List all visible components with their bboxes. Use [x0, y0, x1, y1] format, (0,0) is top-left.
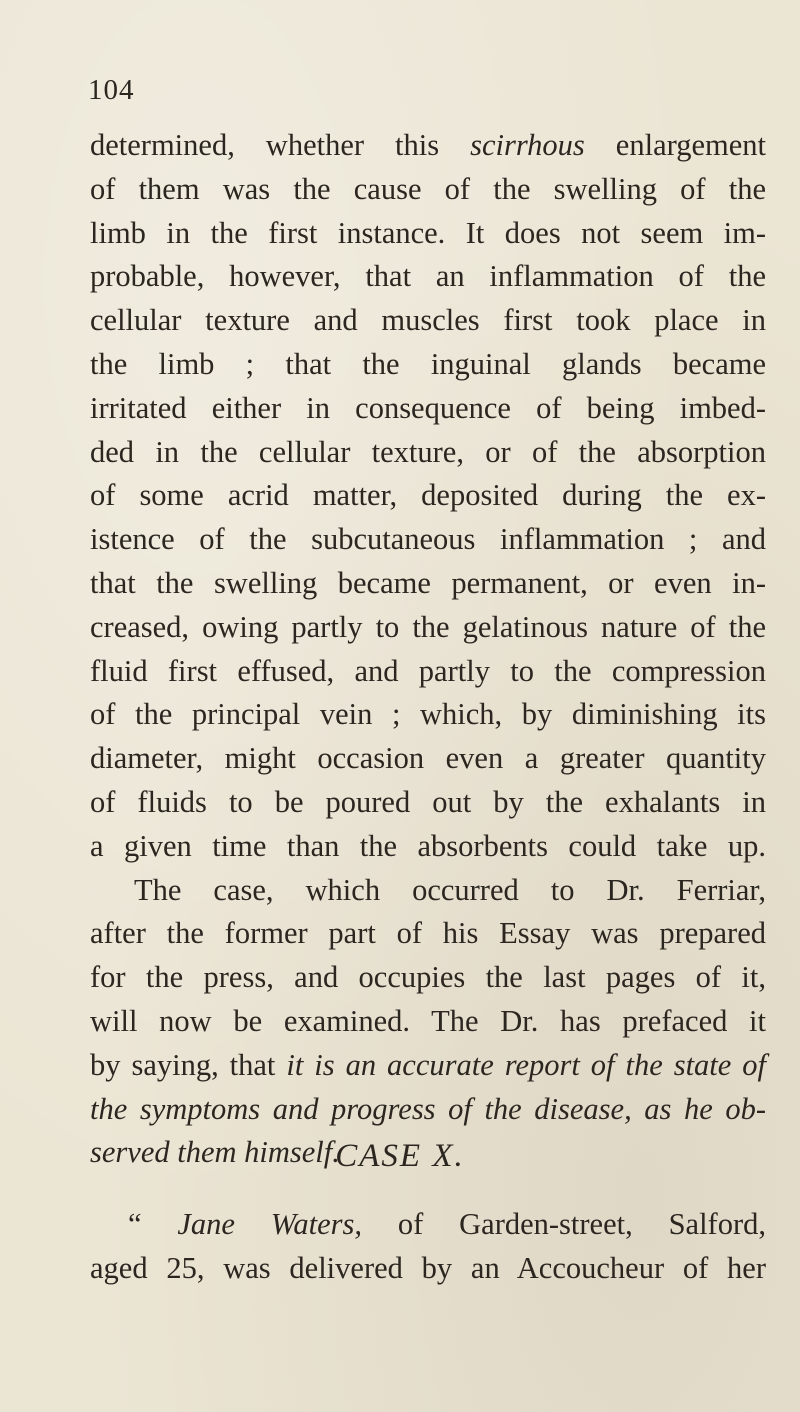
text-line — [90, 1203, 766, 1247]
text-segment: “ — [128, 1207, 178, 1241]
page-number: 104 — [88, 74, 135, 106]
text-segment: by saying, that — [90, 1047, 287, 1082]
text-segment: cellular texture and muscles first took place in — [90, 303, 766, 338]
text-segment: probable, however, that an inflammation of the — [90, 259, 766, 294]
text-segment: fluid first effused, and partly to the compression — [90, 653, 766, 688]
text-line — [90, 1088, 766, 1132]
text-line — [90, 869, 766, 913]
text-line — [90, 650, 766, 694]
body-text — [90, 124, 766, 1175]
text-segment: aged 25, was delivered by an Accoucheur of her — [90, 1250, 766, 1285]
text-line — [90, 1044, 766, 1088]
text-line — [90, 255, 766, 299]
text-segment: Jane Waters, — [177, 1207, 363, 1241]
text-segment: after the former part of his Essay was prepared — [90, 916, 766, 951]
case-heading: CASE X. — [335, 1138, 465, 1174]
text-line — [90, 168, 766, 212]
paragraph-2 — [90, 869, 766, 1176]
text-segment: it is an accurate report of the state of — [286, 1047, 766, 1082]
text-segment: of them was the cause of the swelling of the — [90, 171, 766, 206]
text-line — [90, 606, 766, 650]
text-segment: limb in the first instance. It does not seem im- — [90, 215, 766, 250]
text-line — [90, 737, 766, 781]
text-line — [90, 387, 766, 431]
text-segment: of Garden-street, Salford, — [362, 1207, 766, 1241]
text-segment: istence of the subcutaneous inflammation ; and — [90, 522, 766, 557]
text-segment: The case, which occurred to Dr. Ferriar, — [134, 872, 766, 907]
text-line — [90, 299, 766, 343]
text-segment: ded in the cellular texture, or of the absorption — [90, 434, 766, 469]
text-segment: for the press, and occupies the last pages of it, — [90, 960, 766, 995]
text-line — [90, 956, 766, 1000]
text-line — [90, 1247, 766, 1291]
text-line — [90, 912, 766, 956]
text-segment: that the swelling became permanent, or even in- — [90, 565, 766, 600]
text-line — [90, 212, 766, 256]
text-line — [90, 124, 766, 168]
text-line — [90, 562, 766, 606]
text-segment: of some acrid matter, deposited during the ex- — [90, 478, 766, 513]
text-line — [90, 431, 766, 475]
text-line — [90, 343, 766, 387]
text-line — [90, 781, 766, 825]
text-line — [90, 1000, 766, 1044]
text-line — [90, 518, 766, 562]
paragraph-1 — [90, 124, 766, 869]
text-segment: will now be examined. The Dr. has prefaced it — [90, 1003, 766, 1038]
text-segment: the limb ; that the inguinal glands became — [90, 346, 766, 381]
case-text — [90, 1203, 766, 1291]
text-segment: determined, whether this — [90, 128, 471, 162]
text-segment: diameter, might occasion even a greater quantity — [90, 741, 766, 776]
text-line — [90, 825, 766, 869]
text-segment: of fluids to be poured out by the exhalants in — [90, 784, 766, 819]
text-segment: a given time than the absorbents could take up. — [90, 828, 766, 863]
text-segment: creased, owing partly to the gelatinous nature of the — [90, 609, 766, 644]
text-segment: irritated either in consequence of being imbed- — [90, 390, 766, 425]
text-segment: scirrhous — [470, 128, 585, 162]
text-segment: the symptoms and progress of the disease, as he ob- — [90, 1091, 766, 1126]
text-segment: served them himself. — [90, 1135, 340, 1170]
text-line — [90, 693, 766, 737]
text-segment: enlargement — [584, 128, 766, 162]
text-segment: of the principal vein ; which, by diminishing its — [90, 697, 766, 732]
text-line — [90, 474, 766, 518]
